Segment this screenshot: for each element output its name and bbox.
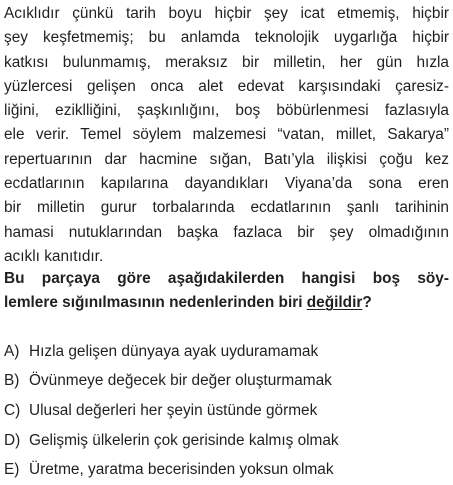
option-text: Gelişmiş ülkelerin çok gerisinde kalmış olmak <box>29 431 339 449</box>
answer-options <box>4 337 449 485</box>
passage-line: ele verir. Temel söylem malzemesi “vatan, millet, Sakarya” <box>4 126 449 144</box>
passage-line: yüzlercesi gelişen onca alet edevat karşısındaki çaresiz- <box>4 77 449 95</box>
question-mark: ? <box>362 294 372 312</box>
option-letter: B) <box>4 372 20 390</box>
option-letter: C) <box>4 401 21 419</box>
passage-line: hamasi nutuklarından başka fazlaca bir şey olmadığının <box>4 223 449 241</box>
option-b[interactable] <box>4 367 449 397</box>
question-line-2 <box>4 291 449 315</box>
option-text: Ulusal değerleri her şeyin üstünde görmek <box>29 401 318 419</box>
option-e[interactable] <box>4 455 449 485</box>
passage-line: liğini, eziklliğini, şaşkınlığını, boş böbürlenmesi fazlasıyla <box>4 102 449 120</box>
option-letter: A) <box>4 342 20 360</box>
question-line-2-text: lemlere sığınılmasının nedenlerinden biri <box>4 294 307 312</box>
passage-line: acıklı kanıtıdır. <box>4 247 104 265</box>
passage-line: katkısı bulunmamış, meraksız bir milletin, her gün hızla <box>4 53 449 71</box>
option-text: Övünmeye değecek bir değer oluşturmamak <box>29 372 332 390</box>
reading-passage <box>4 2 449 269</box>
option-letter: D) <box>4 431 21 449</box>
option-d[interactable] <box>4 426 449 456</box>
passage-line: repertuarının dar hacmine sığan, Batı’yla ilişkisi çoğu kez <box>4 150 449 168</box>
option-letter: E) <box>4 461 20 479</box>
question-stem <box>4 267 449 316</box>
option-text: Üretme, yaratma becerisinden yoksun olmak <box>29 461 334 479</box>
passage-line: ecdatlarının kapılarına dayandıkları Viyana’da sona eren <box>4 175 449 193</box>
passage-line: bir milletin gurur torbalarında ecdatlarının şanlı tarihinin <box>4 199 449 217</box>
passage-line: şey keşfetmemiş; bu anlamda teknolojik uygarlığa hiçbir <box>4 29 449 47</box>
option-a[interactable] <box>4 337 449 367</box>
question-line-1: Bu parçaya göre aşağıdakilerden hangisi boş söy- <box>4 270 449 287</box>
option-c[interactable] <box>4 396 449 426</box>
negation-keyword: değildir <box>306 294 363 312</box>
passage-line: Acıklıdır çünkü tarih boyu hiçbir şey icat etmemiş, hiçbir <box>4 5 449 22</box>
option-text: Hızla gelişen dünyaya ayak uyduramamak <box>29 342 319 360</box>
